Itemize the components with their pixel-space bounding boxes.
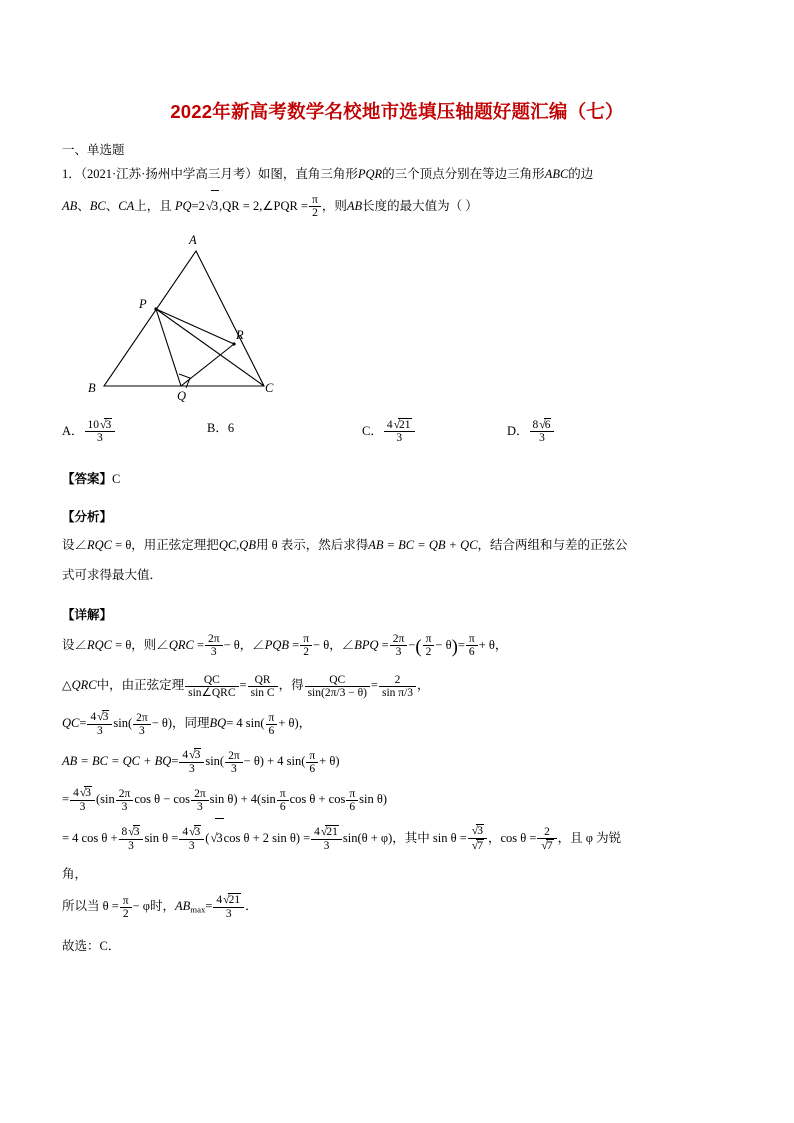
solution-label: 【详解】 — [62, 608, 113, 622]
question-text-4: 上，且 — [134, 199, 172, 213]
sol4-eq: = — [171, 754, 179, 769]
sol6-sqrt3: √3 — [209, 818, 223, 857]
option-D[interactable] — [507, 418, 555, 445]
frac-pi-2: $\frac{\pi}{2}$ — [309, 194, 321, 219]
sol2-b: ，得 — [278, 678, 304, 693]
sol1-f: + θ， — [478, 638, 508, 652]
sol5-frac-5: $\frac{\pi}{6}$ — [346, 788, 358, 813]
sol5-b: cos θ − cos — [134, 792, 191, 807]
sol5-frac-1: $\frac{4√3}{3}$ — [70, 786, 95, 813]
sol3-qc: QC — [62, 716, 80, 731]
question-line-2 — [62, 190, 734, 221]
sol5-frac-2: $\frac{2\pi}{3}$ — [116, 788, 134, 813]
sol6-a: sin θ = — [144, 831, 179, 846]
sol1-b: = θ，则∠ — [112, 638, 169, 652]
sol6-f: ，且 φ 为锐 — [557, 831, 622, 846]
side-ca-label: CA — [118, 199, 135, 213]
answer-options — [62, 418, 734, 452]
sol4-frac-1: $\frac{4√3}{3}$ — [179, 748, 204, 775]
sep-1: 、 — [77, 199, 90, 213]
figure-label-C: C — [265, 381, 274, 395]
analysis-t2: = θ，用正弦定理把 — [112, 538, 219, 552]
analysis-abbc: AB = BC = QB + QC — [368, 538, 478, 552]
analysis-label-line — [62, 506, 734, 528]
triangle-abc-label: ABC — [544, 167, 569, 181]
sol4-sin: sin( — [205, 754, 225, 769]
sol5-c: sin θ) + 4(sin — [209, 792, 276, 807]
question-text-6: 长度的最大值为（ ） — [362, 199, 478, 213]
sol8-frac-1: $\frac{\pi}{2}$ — [120, 895, 132, 920]
triangle-pqr-label: PQR — [357, 167, 383, 181]
analysis-rqc: RQC — [87, 538, 113, 552]
section-heading: 一、单选题 — [62, 143, 125, 157]
sol3-b: + θ)， — [278, 716, 312, 731]
sol1-frac-1: $\frac{2\pi}{3}$ — [205, 633, 223, 658]
sol1-rqc: RQC — [87, 638, 113, 652]
sol2-frac-1: $\frac{QC}{\text{sin∠QRC}}$ — [185, 674, 238, 699]
sol1-e: − θ — [435, 638, 452, 652]
option-C-value: $\frac{4√21}{3}$ — [384, 418, 415, 445]
sol2-tri: △ — [62, 678, 72, 693]
question-text-2: 的三个顶点分别在等边三角形 — [382, 167, 545, 181]
sol4-frac-3: $\frac{\pi}{6}$ — [306, 750, 318, 775]
sol1-bpq: BPQ — [354, 638, 379, 652]
solution-line-3 — [62, 704, 734, 742]
sol8-b: − φ时， — [132, 899, 175, 914]
sol6-e: ，cos θ = — [487, 831, 537, 846]
sol3-sin: sin( — [113, 716, 133, 731]
option-B-value: 6 — [227, 421, 235, 435]
sol2-eq2: = — [370, 678, 378, 693]
radicand-3: 3 — [211, 190, 219, 221]
sol6-frac-3: $\frac{4√21}{3}$ — [311, 825, 342, 852]
sol3-frac-3: $\frac{\pi}{6}$ — [266, 712, 278, 737]
sol8-sub: max — [190, 905, 206, 915]
solution-line-7: 角， — [62, 867, 88, 882]
figure-label-A: A — [189, 233, 197, 247]
sol1-frac-3: $\frac{2\pi}{3}$ — [390, 633, 408, 658]
sol1-a: 设∠ — [62, 638, 88, 652]
coef-2: 2 — [198, 199, 205, 213]
solution-line-1: 设∠RQC = θ，则∠QRC = $\frac{2\pi}{3}$ − θ，∠PQB = $\frac{\pi}{2}$ − θ，∠BPQ = $\frac{2\pi}{3}$ −( $\frac{\pi}{2}$ − θ)= $\frac{\pi}{6}$ + θ， — [62, 633, 508, 659]
sol2-qrc: QRC — [71, 678, 97, 693]
sol6-frac-4: $\frac{√3}{√7}$ — [468, 824, 487, 852]
side-ab-label: AB — [62, 199, 78, 213]
sol6-frac-2: $\frac{4√3}{3}$ — [179, 825, 204, 852]
sol2-frac-3: $\frac{QC}{\sin(2\pi/3 - \theta)}$ — [305, 674, 370, 699]
sol1-eq3: = — [378, 638, 389, 652]
sol1-c: − θ，∠ — [223, 638, 265, 652]
sol5-d: cos θ + cos — [289, 792, 346, 807]
solution-line-9: 故选：C． — [62, 939, 121, 953]
sol1-minus: − — [408, 638, 416, 652]
option-B[interactable] — [207, 418, 234, 436]
option-D-value: $\frac{8√6}{3}$ — [530, 418, 555, 445]
sol8-eq: = — [205, 899, 213, 914]
option-D-key: D． — [507, 424, 529, 439]
solution-label-line — [62, 604, 734, 626]
solution-line-5 — [62, 780, 734, 818]
sol1-frac-5: $\frac{\pi}{6}$ — [466, 633, 478, 658]
question-number: 1． — [62, 167, 81, 181]
sol5-a: (sin — [96, 792, 115, 807]
side-bc-label: BC — [89, 199, 106, 213]
analysis-t4: ，结合两组和与差的正弦公 — [477, 538, 628, 552]
analysis-label: 【分析】 — [62, 510, 113, 524]
sol1-eq4: = — [457, 638, 465, 652]
option-C-key: C． — [362, 424, 383, 439]
sol3-eq2: = 4 sin( — [226, 716, 265, 731]
sol8-frac-2: $\frac{4√21}{3}$ — [213, 893, 244, 920]
sol4-a: − θ) + 4 sin( — [243, 754, 306, 769]
sol6-c: cos θ + 2 sin θ) = — [223, 831, 311, 846]
sol3-bq: BQ — [209, 716, 227, 731]
sol4-b: + θ) — [319, 754, 340, 769]
question-line-1 — [62, 164, 734, 184]
answer-label: 【答案】 — [62, 472, 113, 486]
option-B-key: B． — [207, 421, 228, 435]
sol2-eq: = — [239, 678, 247, 693]
analysis-line-1 — [62, 532, 734, 558]
sol2-frac-2: $\frac{QR}{\text{sin C}}$ — [248, 674, 278, 699]
analysis-line-2: 式可求得最大值． — [62, 568, 163, 582]
sol4-frac-2: $\frac{2\pi}{3}$ — [225, 750, 243, 775]
sol6-frac-5: $\frac{2}{√7}$ — [537, 826, 556, 853]
question-text-1: 如图，直角三角形 — [257, 167, 358, 181]
ab-label-2: AB — [346, 199, 363, 213]
option-A-key: A． — [62, 424, 84, 439]
solution-line-4 — [62, 742, 734, 780]
option-C[interactable] — [362, 418, 416, 445]
sol5-frac-4: $\frac{\pi}{6}$ — [277, 788, 289, 813]
sol8-c: ． — [245, 899, 258, 914]
analysis-t3: 用 θ 表示，然后求得 — [255, 538, 369, 552]
figure-label-Q: Q — [177, 389, 187, 403]
sol2-a: 中，由正弦定理 — [96, 678, 185, 693]
sol1-d: − θ，∠ — [313, 638, 355, 652]
document-content — [62, 140, 734, 959]
sol3-frac-1: $\frac{4√3}{3}$ — [87, 710, 112, 737]
sol5-frac-3: $\frac{2\pi}{3}$ — [191, 788, 209, 813]
sol6-eq: = 4 cos θ + — [62, 831, 118, 846]
solution-line-8 — [62, 887, 734, 929]
figure-label-B: B — [88, 381, 96, 395]
figure-label-R: R — [236, 328, 244, 342]
cond-angle: ∠PQR = — [262, 199, 309, 213]
option-A[interactable] — [62, 418, 116, 445]
sol3-a: − θ)，同理 — [151, 716, 210, 731]
question-source: （2021·江苏·扬州中学高三月考） — [80, 167, 258, 181]
sol6-frac-1: $\frac{8√3}{3}$ — [119, 825, 144, 852]
question-text-3: 的边 — [568, 167, 594, 181]
sol1-qrc: QRC — [168, 638, 194, 652]
sol5-e: sin θ) — [359, 792, 388, 807]
sol1-pqb: PQB — [264, 638, 290, 652]
question-text-5: ，则 — [321, 199, 347, 213]
sol1-frac-2: $\frac{\pi}{2}$ — [300, 633, 312, 658]
sol1-eq2: = — [289, 638, 300, 652]
sol2-c: ， — [417, 678, 430, 693]
cond-qr: ,QR = 2, — [219, 199, 263, 213]
option-A-value: $\frac{10√3}{3}$ — [85, 418, 116, 445]
pq-label: PQ — [174, 199, 192, 213]
sol1-frac-4: $\frac{\pi}{2}$ — [423, 633, 435, 658]
sol8-ab: AB — [175, 899, 191, 914]
answer-line — [62, 468, 734, 490]
sol3-eq: = — [79, 716, 87, 731]
sol8-a: 所以当 θ = — [62, 899, 119, 914]
solution-line-2 — [62, 666, 734, 704]
sqrt-3: √3 — [205, 190, 219, 221]
sol5-eq: = — [62, 792, 70, 807]
sol2-frac-4: $\frac{2}{\text{sin π/3}}$ — [379, 674, 416, 699]
sol6-d: sin(θ + φ)，其中 sin θ = — [342, 831, 467, 846]
answer-value: C — [112, 472, 121, 486]
page-title: 2022年新高考数学名校地市选填压轴题好题汇编（七） — [170, 101, 624, 122]
sep-2: 、 — [105, 199, 119, 213]
sol6-b: ( — [205, 831, 210, 846]
figure-label-P: P — [139, 297, 147, 311]
analysis-qcqb: QC,QB — [218, 538, 256, 552]
eq-1: = — [191, 199, 199, 213]
solution-line-6 — [62, 818, 734, 857]
sol4-ab: AB = BC = QC + BQ — [62, 754, 172, 769]
sol3-frac-2: $\frac{2\pi}{3}$ — [133, 712, 151, 737]
geometry-figure — [84, 231, 384, 406]
sol1-eq: = — [193, 638, 204, 652]
analysis-t1: 设∠ — [62, 538, 88, 552]
